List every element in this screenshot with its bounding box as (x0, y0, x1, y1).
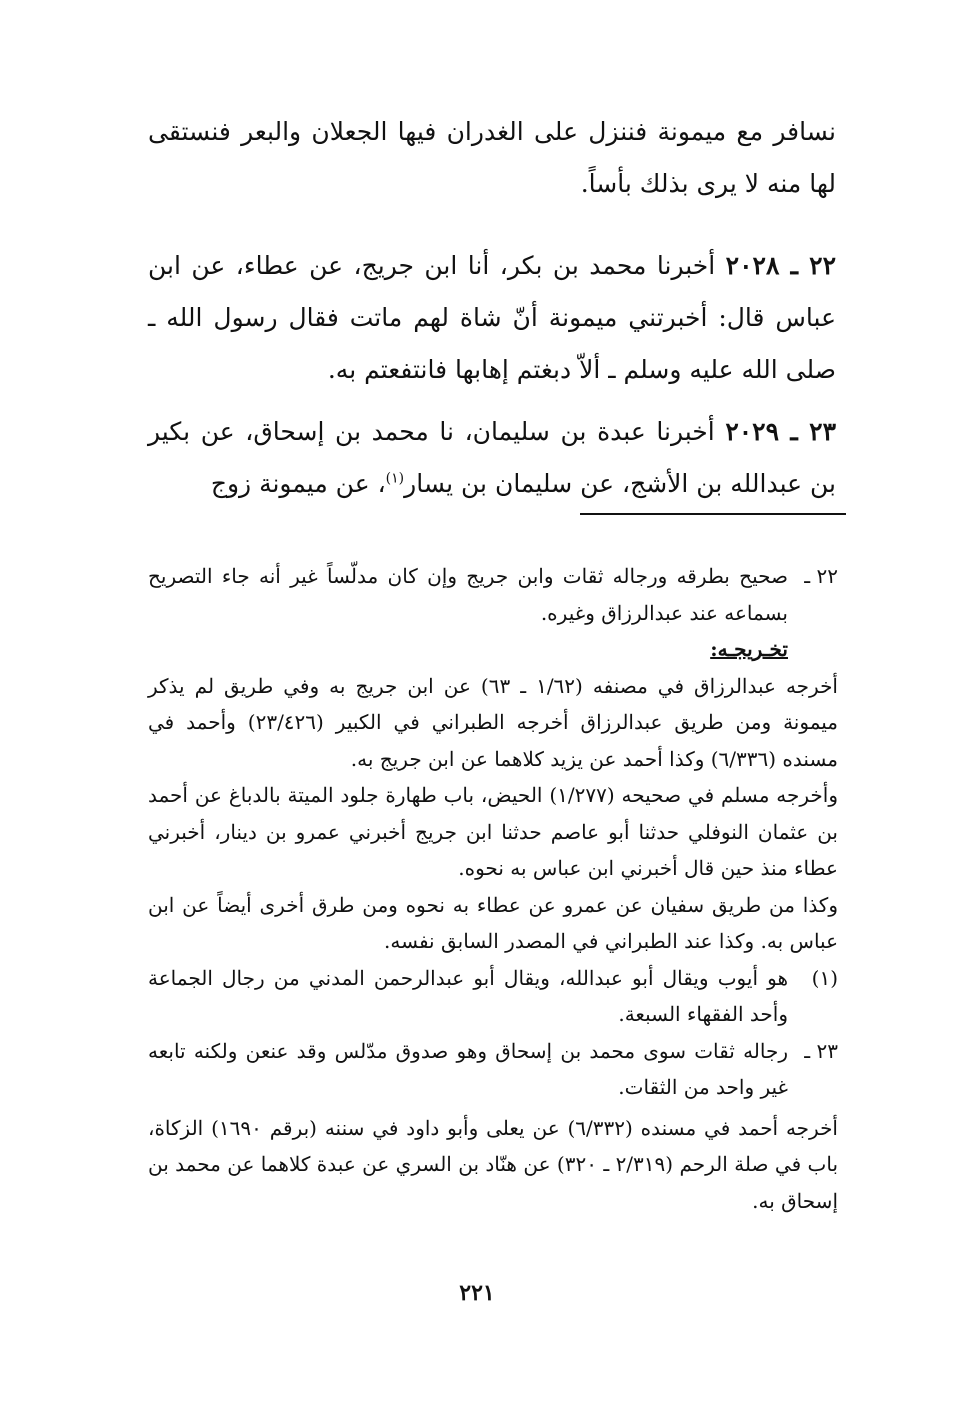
takhrij-paragraph-2: وأخرجه مسلم في صحيحه (١/٢٧٧) الحيض، باب طهارة جلود الميتة بالدباغ عن أحمد بن عثمان النوفلي حدثنا أبو عاصم حدثنا ابن جريج أخبرني عمرو بن دينار، أخبرني عطاء منذ حين قال أخبرني ابن عباس به نحوه. (148, 783, 838, 880)
note-22 (148, 558, 838, 631)
hadith-text: أخبرنا محمد بن بكر، أنا ابن جريج، عن عطاء، عن ابن عباس قال: أخبرتني ميمونة أنّ شاة لهم ماتت فقال رسول الله ـ صلى الله عليه وسلم ـ ألاّ دبغتم إهابها فانتفعتم به. (148, 251, 836, 384)
note-label: ٢٣ ـ (804, 1038, 838, 1063)
takhrij-heading (148, 631, 838, 668)
page-number: ٢٢١ (459, 1280, 495, 1306)
takhrij-label: تخـريجـه: (710, 637, 788, 661)
footnote-1 (148, 960, 838, 1033)
takhrij-paragraph: أخرجه أحمد في مسنده (٦/٣٣٢) عن يعلى وأبو داود في سننه (برقم ١٦٩٠) الزكاة، باب في صلة الرحم (٢/٣١٩ ـ ٣٢٠) عن هنّاد بن السري عن عبدة كلاهما عن محمد بن إسحاق به. (148, 1115, 839, 1213)
continuation-paragraph: نسافر مع ميمونة فننزل على الغدران فيها الجعلان والبعر فنستقى لها منه لا يرى بذلك بأساً. (148, 117, 836, 198)
footnote-marker: (١) (385, 470, 405, 487)
takhrij-paragraph-1: أخرجه عبدالرزاق في مصنفه (١/٦٢ ـ ٦٣) عن ابن جريج به وفي طريق لم يذكر ميمونة ومن طريق عبدالرزاق أخرجه الطبراني في الكبير (٢٣/٤٢٦) وأحمد في مسنده (٦/٣٣٦) وكذا أحمد عن يزيد كلاهما عن ابن جريج به. (148, 673, 839, 771)
note-label: (١) (811, 965, 838, 990)
hadith-number: ٢٣ ـ ٢٠٢٩ (725, 417, 836, 446)
note-label: ٢٢ ـ (804, 564, 838, 588)
note-text: صحيح بطرقه ورجاله ثقات وابن جريج وإن كان مدلّساً غير أنه جاء التصريح بسماعه عند عبدالرزاق وغيره. (148, 564, 788, 625)
hadith-text-continued: ، عن ميمونة زوج (210, 469, 386, 498)
footnote-separator (580, 513, 846, 515)
hadith-22 (148, 240, 836, 396)
hadith-text: أخبرنا عبدة بن سليمان، نا محمد بن إسحاق، عن بكير بن عبدالله بن الأشج، عن سليمان بن يسار (148, 417, 836, 498)
footnotes (148, 558, 838, 1219)
hadith-23 (148, 406, 836, 510)
main-text (148, 106, 836, 510)
hadith-number: ٢٢ ـ ٢٠٢٨ (725, 251, 836, 280)
takhrij-paragraph-3: وكذا من طريق سفيان عن عمرو عن عطاء به نحوه ومن طرق أخرى أيضاً عن ابن عباس به. وكذا عند الطبراني في المصدر السابق نفسه. (148, 892, 838, 953)
note-23 (148, 1033, 838, 1106)
note-text: هو أيوب ويقال أبو عبدالله، ويقال أبو عبدالرحمن المدني من رجال الجماعة وأحد الفقهاء السبعة. (148, 965, 788, 1026)
note-text: رجاله ثقات سوى محمد بن إسحاق وهو صدوق مدّلس وقد عنعن ولكنه تابعه غير واحد من الثقات. (148, 1038, 788, 1099)
